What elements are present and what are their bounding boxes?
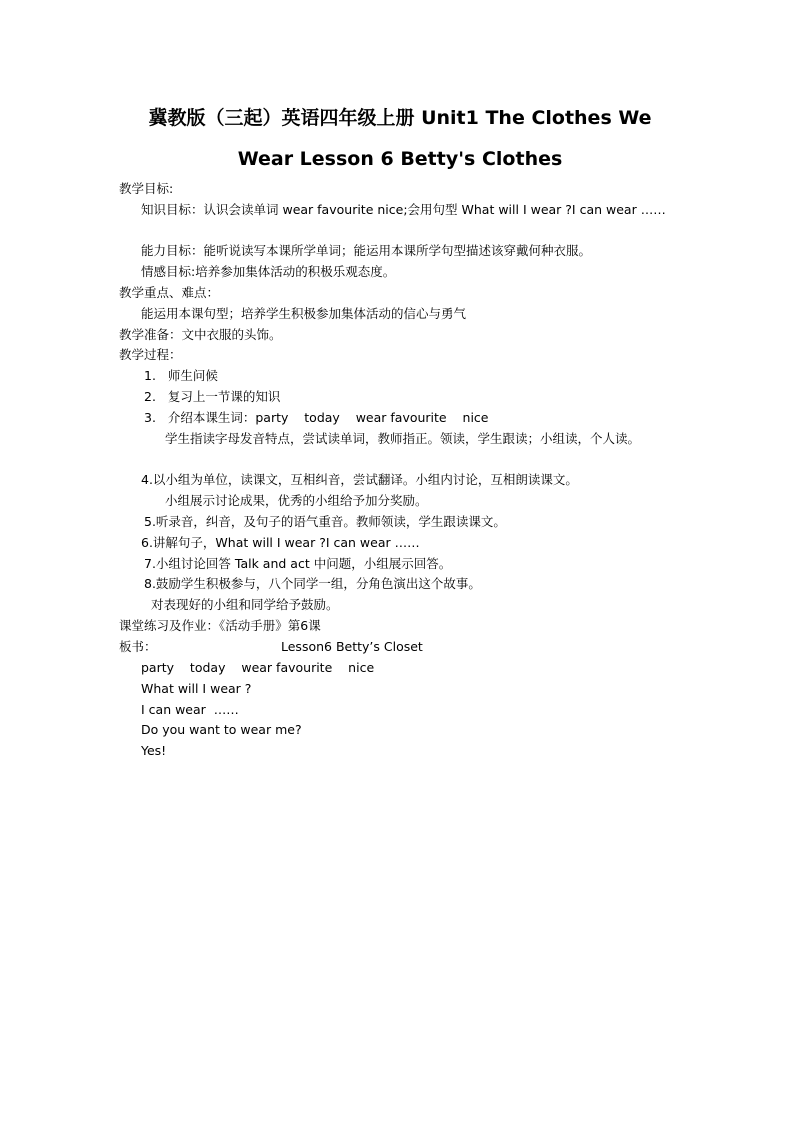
process-step-8: 8.鼓励学生积极参与，八个同学一组，分角色演出这个故事。: [144, 576, 481, 591]
objectives-heading: 教学目标:: [119, 181, 174, 196]
board-answer-2: Yes!: [141, 743, 167, 758]
process-step-8-detail: 对表现好的小组和同学给予鼓励。: [151, 597, 339, 612]
document-title-line-2: Wear Lesson 6 Betty's Clothes: [237, 148, 563, 170]
process-step-3-detail: 学生指读字母发音特点，尝试读单词，教师指正。领读，学生跟读；小组读，个人读。: [165, 431, 641, 446]
ability-objective: 能力目标：能听说读写本课所学单词；能运用本课所学句型描述该穿戴何种衣服。: [141, 243, 592, 258]
process-step-5: 5.听录音，纠音，及句子的语气重音。教师领读，学生跟读课文。: [144, 514, 506, 529]
key-points-content: 能运用本课句型；培养学生积极参加集体活动的信心与勇气: [141, 306, 467, 321]
process-heading: 教学过程：: [119, 347, 182, 362]
process-step-1: 1. 师生问候: [144, 368, 218, 383]
document-title-line-1: 冀教版（三起）英语四年级上册 Unit1 The Clothes We: [148, 107, 652, 129]
board-question-2: Do you want to wear me?: [141, 722, 302, 737]
process-step-6: 6.讲解句子，What will I wear ?I can wear ……: [141, 535, 420, 550]
homework: 课堂练习及作业：《活动手册》第6课: [119, 618, 321, 633]
board-answer-1: I can wear ……: [141, 702, 239, 717]
board-label: 板书：: [119, 639, 157, 654]
board-question-1: What will I wear ?: [141, 681, 252, 696]
process-step-4-detail: 小组展示讨论成果，优秀的小组给予加分奖励。: [165, 493, 428, 508]
board-words: party today wear favourite nice: [141, 660, 375, 675]
board-title: Lesson6 Betty’s Closet: [281, 639, 423, 654]
process-step-2: 2. 复习上一节课的知识: [144, 389, 281, 404]
knowledge-objective: 知识目标：认识会读单词 wear favourite nice;会用句型 What will I wear ?I can wear ……: [141, 202, 666, 217]
process-step-3: 3. 介绍本课生词：party today wear favourite nice: [144, 410, 489, 425]
process-step-4: 4.以小组为单位，读课文，互相纠音，尝试翻译。小组内讨论，互相朗读课文。: [141, 472, 578, 487]
teaching-preparation: 教学准备：文中衣服的头饰。: [119, 327, 282, 342]
key-points-heading: 教学重点、难点：: [119, 285, 220, 300]
process-step-7: 7.小组讨论回答 Talk and act 中问题，小组展示回答。: [144, 556, 452, 571]
emotion-objective: 情感目标:培养参加集体活动的积极乐观态度。: [141, 264, 396, 279]
